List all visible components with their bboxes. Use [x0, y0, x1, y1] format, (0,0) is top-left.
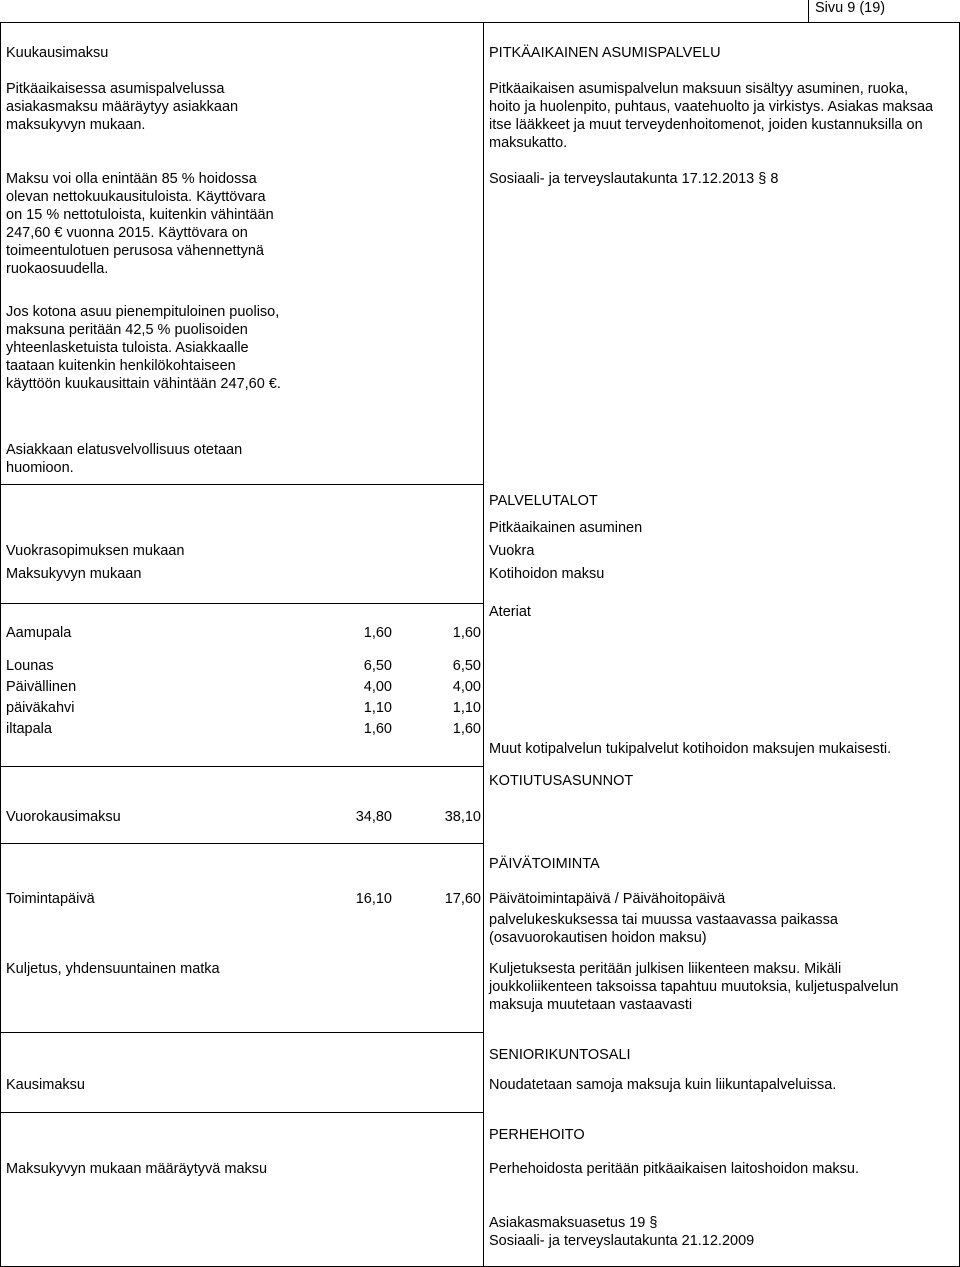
text-line: ruokaosuudella. — [6, 261, 109, 277]
meal-price-2: 6,50 — [452, 658, 481, 674]
text-line: Asiakasmaksuasetus 19 § — [489, 1215, 658, 1231]
page-number: Sivu 9 (19) — [815, 0, 886, 16]
text-line: maksuna peritään 42,5 % puolisoiden — [6, 322, 248, 338]
section-title-kotiutusasunnot: KOTIUTUSASUNNOT — [489, 773, 634, 789]
row-divider — [0, 603, 484, 604]
meal-price-1: 1,60 — [363, 625, 392, 641]
palvelutalot-ateriat: Ateriat — [489, 604, 531, 620]
section-title-palvelutalot: PALVELUTALOT — [489, 493, 598, 509]
meal-name: Aamupala — [6, 625, 72, 641]
header-divider — [808, 0, 809, 22]
text-line: taataan kuitenkin henkilökohtaiseen — [6, 358, 236, 374]
footer-reference — [489, 1214, 754, 1250]
palvelutalot-muut: Muut kotipalvelun tukipalvelut kotihoidon maksujen mukaisesti. — [489, 741, 892, 757]
row-divider — [0, 843, 484, 844]
text-line: Maksu voi olla enintään 85 % hoidossa — [6, 171, 257, 187]
perhehoito-text: Perhehoidosta peritään pitkäaikaisen laitoshoidon maksu. — [489, 1161, 859, 1177]
text-line: joukkoliikenteen taksoissa tapahtuu muutoksia, kuljetuspalvelun — [489, 979, 899, 995]
kuukausimaksu-para-4 — [6, 441, 242, 477]
meal-price-1: 6,50 — [363, 658, 392, 674]
meal-price-2: 4,00 — [452, 679, 481, 695]
vuokra-label: Vuokrasopimuksen mukaan — [6, 543, 185, 559]
meal-name: päiväkahvi — [6, 700, 75, 716]
text-line: maksukyvyn mukaan. — [6, 117, 146, 133]
row-divider — [0, 766, 484, 767]
meal-name: Päivällinen — [6, 679, 77, 695]
text-line: Asiakkaan elatusvelvollisuus otetaan — [6, 442, 243, 458]
section-title-seniorikuntosali: SENIORIKUNTOSALI — [489, 1047, 631, 1063]
text-line: on 15 % nettotuloista, kuitenkin vähintään — [6, 207, 274, 223]
asumispalvelu-text — [489, 80, 933, 152]
text-line: Kuljetuksesta peritään julkisen liikenteen maksu. Mikäli — [489, 961, 842, 977]
row-divider — [0, 484, 484, 485]
kotihoito-label: Maksukyvyn mukaan — [6, 566, 142, 582]
maksukyky-label: Maksukyvyn mukaan määräytyvä maksu — [6, 1161, 268, 1177]
vuorokausimaksu-price-1: 34,80 — [355, 809, 392, 825]
row-divider — [0, 1032, 484, 1033]
table-left-border — [0, 22, 1, 1267]
meal-price-1: 1,60 — [363, 721, 392, 737]
text-line: käyttöön kuukausittain vähintään 247,60 €. — [6, 376, 281, 392]
kuljetus-label: Kuljetus, yhdensuuntainen matka — [6, 961, 220, 977]
meal-price-1: 4,00 — [363, 679, 392, 695]
text-line: Pitkäaikaisessa asumispalvelussa — [6, 81, 225, 97]
text-line: 247,60 € vuonna 2015. Käyttövara on — [6, 225, 248, 241]
seniorikuntosali-text: Noudatetaan samoja maksuja kuin liikuntapalveluissa. — [489, 1077, 837, 1093]
text-line: yhteenlasketuista tuloista. Asiakkaalle — [6, 340, 249, 356]
section-title-paivatoiminta: PÄIVÄTOIMINTA — [489, 856, 600, 872]
paivatoiminta-kuljetus-text — [489, 960, 898, 1014]
asumispalvelu-reference: Sosiaali- ja terveyslautakunta 17.12.2013 § 8 — [489, 171, 779, 187]
text-line: (osavuorokautisen hoidon maksu) — [489, 930, 707, 946]
text-line: Pitkäaikaisen asumispalvelun maksuun sisältyy asuminen, ruoka, — [489, 81, 909, 97]
kuukausimaksu-para-1 — [6, 80, 238, 134]
text-line: maksuja muutetaan vastaavasti — [489, 997, 693, 1013]
meal-name: iltapala — [6, 721, 52, 737]
vuorokausimaksu-label: Vuorokausimaksu — [6, 809, 121, 825]
text-line: Jos kotona asuu pienempituloinen puoliso, — [6, 304, 280, 320]
kausimaksu-label: Kausimaksu — [6, 1077, 85, 1093]
palvelutalot-vuokra: Vuokra — [489, 543, 535, 559]
section-title-kuukausimaksu: Kuukausimaksu — [6, 45, 109, 61]
section-title-perhehoito: PERHEHOITO — [489, 1127, 585, 1143]
text-line: huomioon. — [6, 460, 74, 476]
header-rule — [0, 22, 960, 23]
kuukausimaksu-para-3 — [6, 303, 281, 393]
vuorokausimaksu-price-2: 38,10 — [444, 809, 481, 825]
toimintapaiva-price-2: 17,60 — [444, 891, 481, 907]
toimintapaiva-label: Toimintapäivä — [6, 891, 95, 907]
kuukausimaksu-para-2 — [6, 170, 274, 278]
text-line: palvelukeskuksessa tai muussa vastaavassa paikassa — [489, 912, 838, 928]
palvelutalot-kotihoito: Kotihoidon maksu — [489, 566, 605, 582]
column-divider — [483, 22, 484, 1267]
text-line: olevan nettokuukausituloista. Käyttövara — [6, 189, 266, 205]
row-divider — [0, 1112, 484, 1113]
text-line: maksukatto. — [489, 135, 568, 151]
meal-price-2: 1,60 — [452, 721, 481, 737]
text-line: hoito ja huolenpito, puhtaus, vaatehuolto ja virkistys. Asiakas maksaa — [489, 99, 934, 115]
palvelutalot-subtitle: Pitkäaikainen asuminen — [489, 520, 643, 536]
toimintapaiva-price-1: 16,10 — [355, 891, 392, 907]
meal-name: Lounas — [6, 658, 54, 674]
text-line: asiakasmaksu määräytyy asiakkaan — [6, 99, 239, 115]
paivatoiminta-text — [489, 890, 838, 947]
text-line: itse lääkkeet ja muut terveydenhoitomenot, joiden kustannuksilla on — [489, 117, 923, 133]
text-line: toimeentulotuen perusosa vähennettynä — [6, 243, 264, 259]
text-line: Sosiaali- ja terveyslautakunta 21.12.2009 — [489, 1233, 755, 1249]
section-title-asumispalvelu: PITKÄAIKAINEN ASUMISPALVELU — [489, 45, 721, 61]
text-line: Päivätoimintapäivä / Päivähoitopäivä — [489, 891, 726, 907]
meal-price-1: 1,10 — [363, 700, 392, 716]
meal-price-2: 1,10 — [452, 700, 481, 716]
meal-price-2: 1,60 — [452, 625, 481, 641]
